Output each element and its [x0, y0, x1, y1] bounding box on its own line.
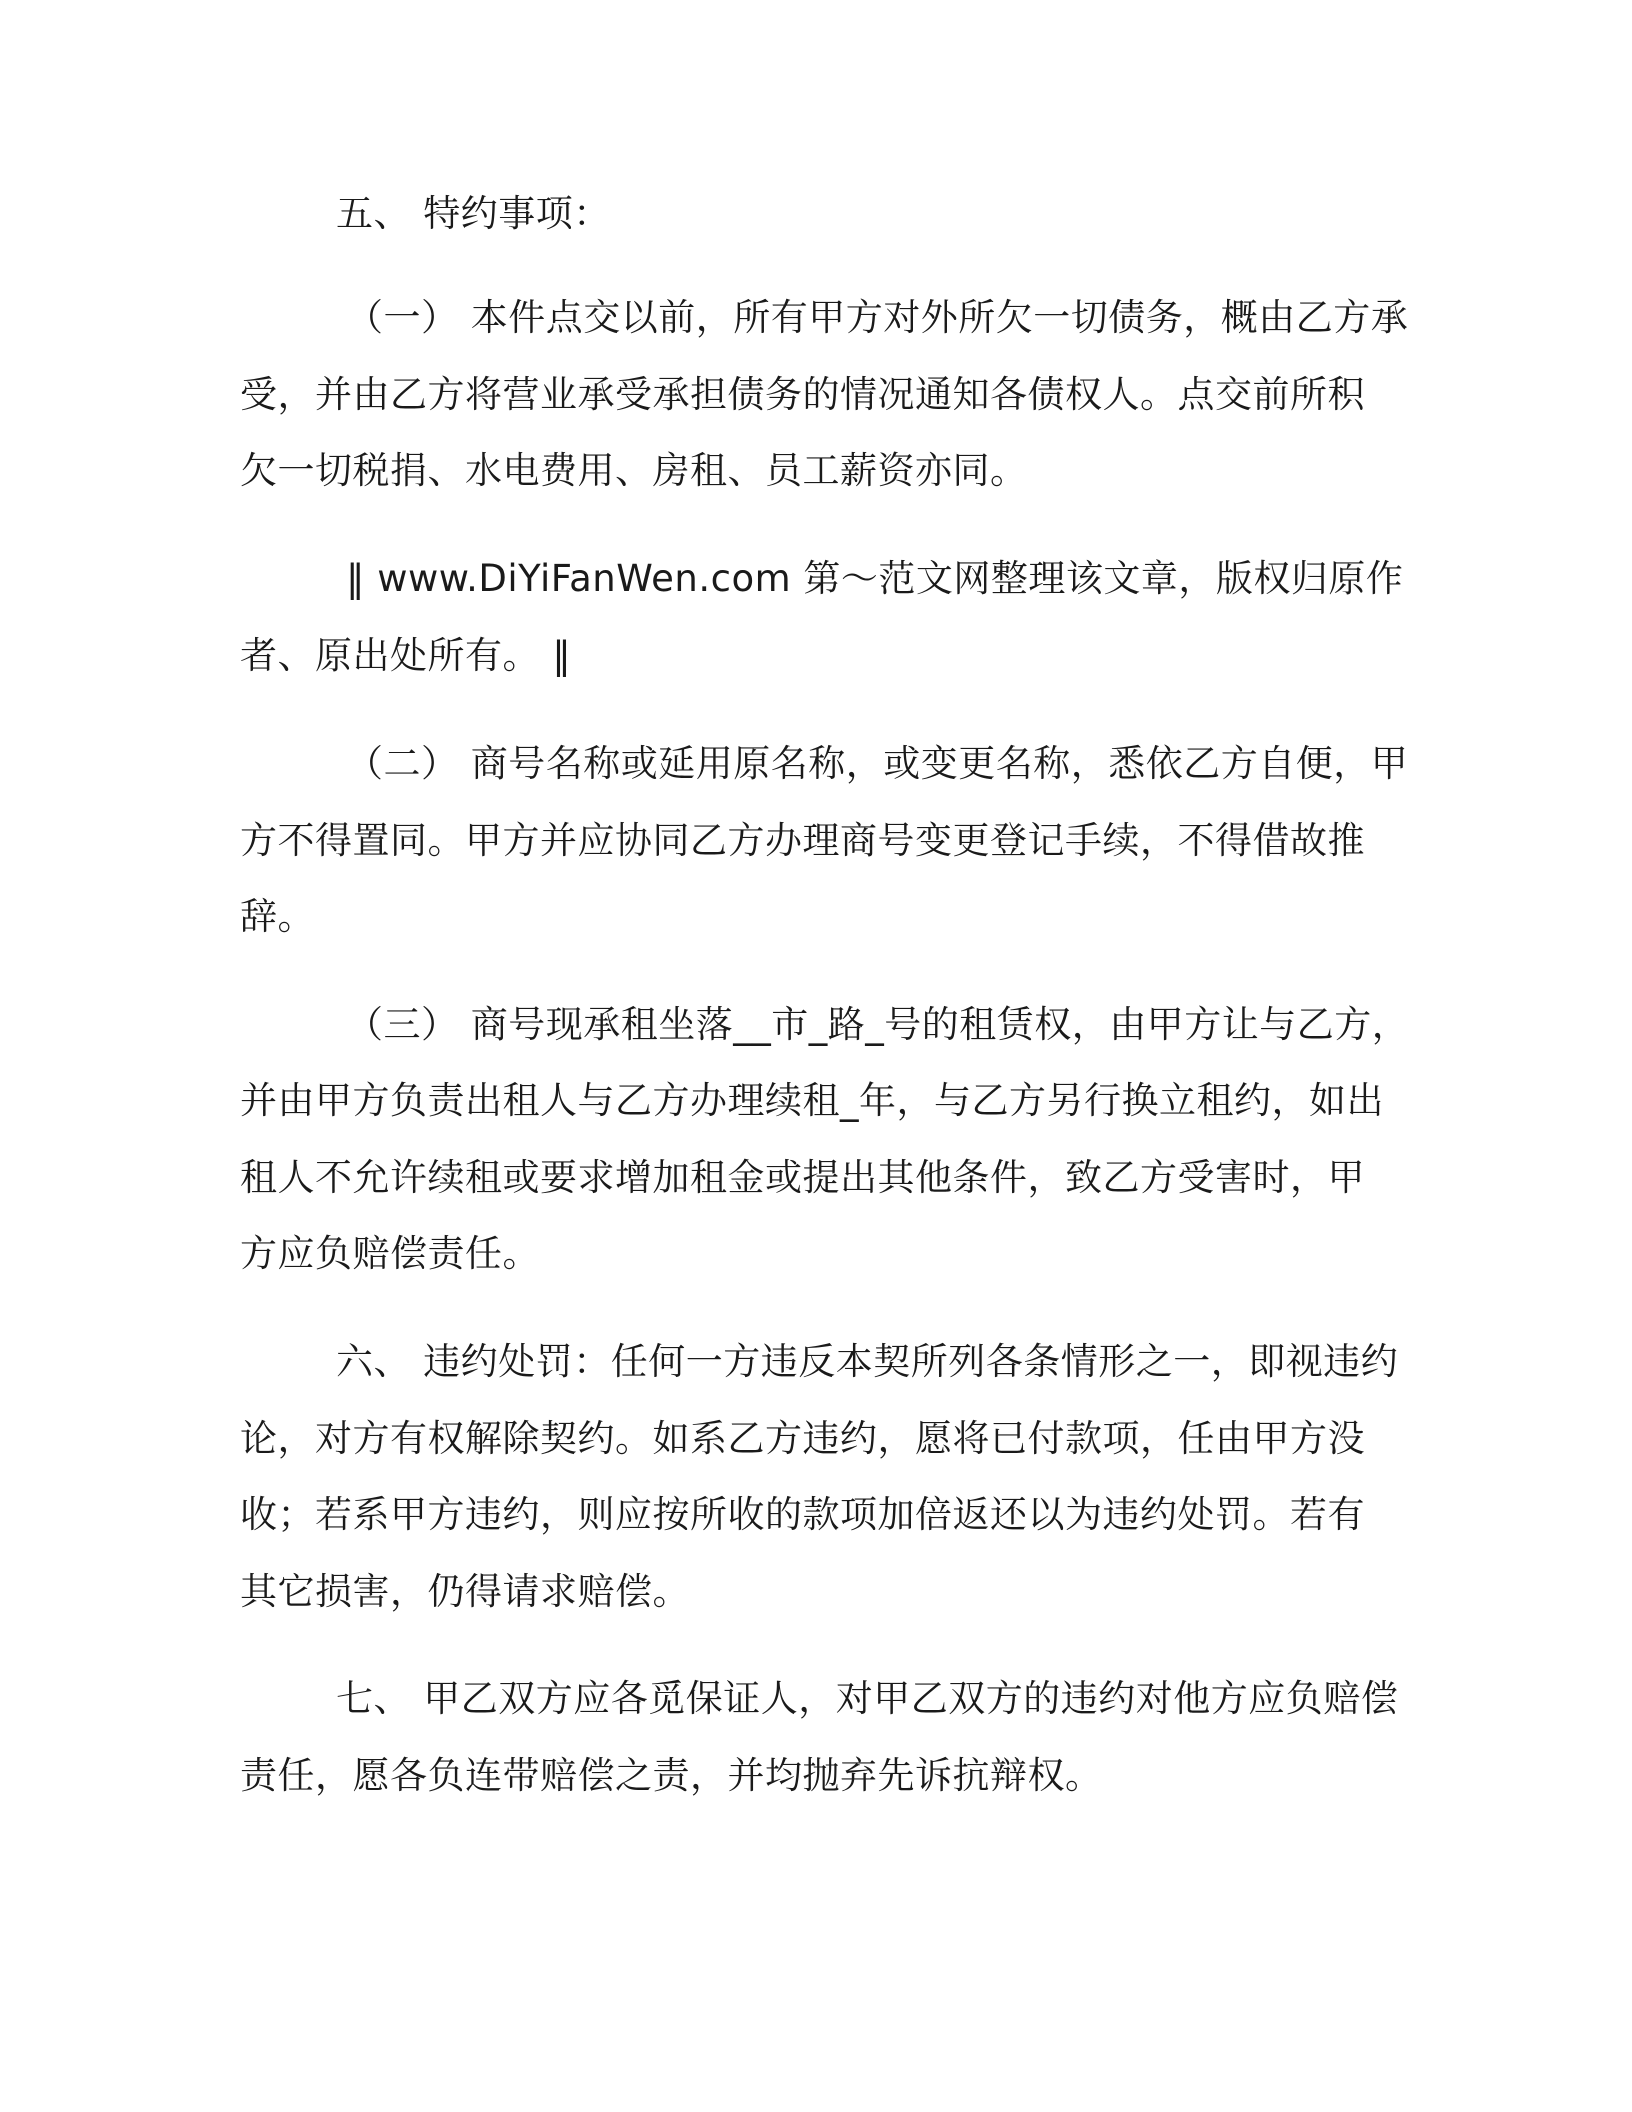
item-1-line-3: 欠一切税捐、水电费用、房租、员工薪资亦同。 — [240, 449, 1028, 492]
section-6-line-4: 其它损害，仍得请求赔偿。 — [240, 1570, 690, 1613]
section-6-line-3: 收；若系甲方违约，则应按所收的款项加倍返还以为违约处罚。若有 — [240, 1493, 1365, 1536]
watermark-line-1: ‖ www.DiYiFanWen.com 第～范文网整理该文章，版权归原作 — [346, 557, 1404, 600]
section-6-line-1: 六、 违约处罚：任何一方违反本契所列各条情形之一，即视违约 — [336, 1340, 1399, 1383]
section-6-line-2: 论，对方有权解除契约。如系乙方违约，愿将已付款项，任由甲方没 — [240, 1417, 1365, 1460]
item-3-line-3: 租人不允许续租或要求增加租金或提出其他条件，致乙方受害时，甲 — [240, 1156, 1365, 1199]
item-2-line-3: 辞。 — [240, 895, 315, 938]
item-3-line-2: 并由甲方负责出租人与乙方办理续租_年，与乙方另行换立租约，如出 — [240, 1079, 1384, 1122]
section-heading-5: 五、 特约事项： — [336, 192, 611, 235]
section-7-line-2: 责任，愿各负连带赔偿之责，并均抛弃先诉抗辩权。 — [240, 1754, 1103, 1797]
item-3-line-1: （三） 商号现承租坐落__市_路_号的租赁权，由甲方让与乙方， — [346, 1003, 1410, 1046]
item-1-line-1: （一） 本件点交以前，所有甲方对外所欠一切债务，概由乙方承 — [346, 296, 1409, 339]
watermark-line-2: 者、原出处所有。 ‖ — [240, 634, 572, 677]
item-1-line-2: 受，并由乙方将营业承受承担债务的情况通知各债权人。点交前所积 — [240, 373, 1365, 416]
section-7-line-1: 七、 甲乙双方应各觅保证人，对甲乙双方的违约对他方应负赔偿 — [336, 1677, 1399, 1720]
item-3-line-4: 方应负赔偿责任。 — [240, 1232, 540, 1275]
item-2-line-2: 方不得置同。甲方并应协同乙方办理商号变更登记手续，不得借故推 — [240, 819, 1365, 862]
item-2-line-1: （二） 商号名称或延用原名称，或变更名称，悉依乙方自便，甲 — [346, 742, 1409, 785]
